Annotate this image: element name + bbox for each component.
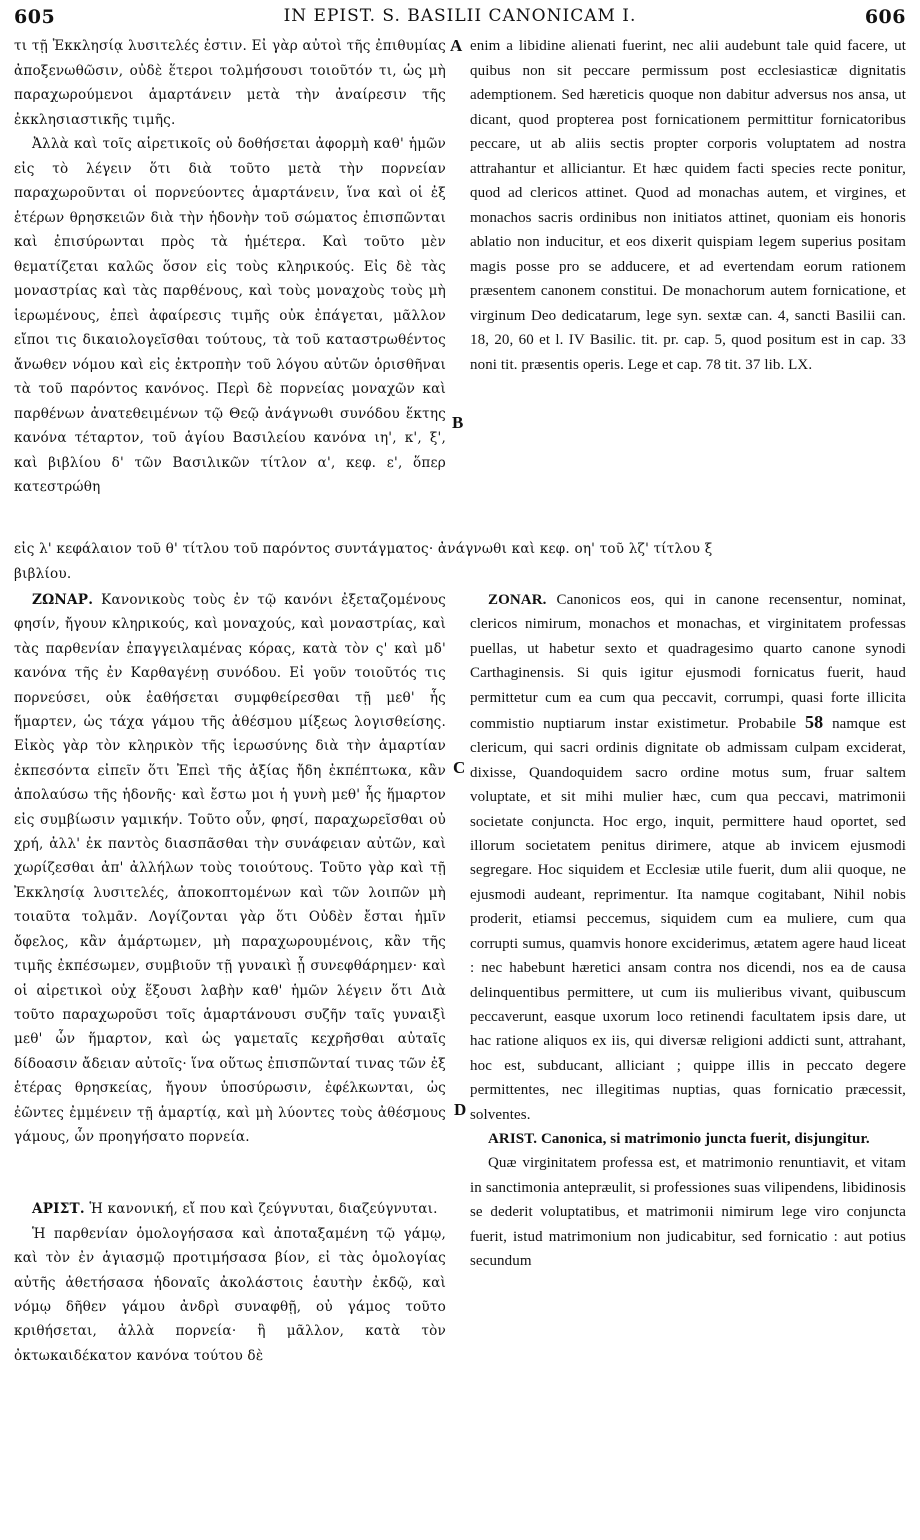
margin-letter-d: D <box>454 1100 467 1119</box>
greek-full-width-line <box>14 537 906 586</box>
latin-column-top <box>470 34 906 377</box>
running-header <box>14 6 906 28</box>
margin-letter-a: A <box>450 36 463 55</box>
page-number-left: 605 <box>14 6 56 28</box>
zonaras-latin-text-a: Canonicos eos, qui in canone recensentur, nominat, clericos nimirum, monachos et monachas, et virginitatem professas puellas, ut habetur sexto et quadragesimo quarto canone synodi Carthaginensis. Si quis igitur ejusmodi fornicatus fuerit, haud permittetur cum ea cum qua peccavit, corrumpi, quasi forte illicita commistio nuptiarum instar existimetur. Probabile <box>470 592 906 733</box>
greek-paragraph: τι τῇ Ἐκκλησίᾳ λυσιτελές ἐστιν. Εἰ γὰρ αὐτοὶ τῆς ἐπιθυμίας ἀποξενωθῶσιν, οὐδὲ ἕτεροι τολμήσουσι τοιοῦτόν τι, ὡς μὴ παραχωρούμενοι ἁμαρτάνειν μετὰ τὴν ἀναίρεσιν τῆς ἐκκλησιαστικῆς τιμῆς. <box>14 38 446 128</box>
aristenus-label: ΑΡΙΣΤ. <box>32 1201 85 1218</box>
zonaras-latin <box>470 588 906 1127</box>
aristenus-latin-heading: Canonica, si matrimonio juncta fuerit, disjungitur. <box>540 1130 870 1147</box>
greek-continuation: εἰς λ' κεφάλαιον τοῦ θ' τίτλου τοῦ παρόντος συντάγματος· ἀνάγνωθι καὶ κεφ. οη' τοῦ λζ' τίτλου ξ <box>14 541 713 557</box>
zonaras-latin-label: ZONAR. <box>488 592 547 608</box>
greek-column-top <box>14 34 446 500</box>
margin-letter-c: C <box>453 758 466 777</box>
zonaras-greek <box>14 588 446 1149</box>
greek-column-bottom <box>14 588 446 1368</box>
latin-column-bottom <box>470 588 906 1273</box>
running-title: IN EPIST. S. BASILII CANONICAM I. <box>283 6 637 26</box>
spacer <box>14 1149 446 1197</box>
latin-paragraph: enim a libidine alienati fuerint, nec alii audebunt tale quid facere, ut quibus non sit peccare permissum post ecclesiasticæ dignitatis ademptionem. Sed hæreticis quoque non dabitur adversus nos ansa, ut dicant, quod propterea post fornicationem permittitur fornicatoribus peccare, ut ab aliis sectis propter corporis voluptatem ad nostra attrahantur et alliciantur. Et hæc quidem facti species recte ponitur, quod ad clericos attinet. Quod ad monachas autem, et virgines, et monachos sacris ordinibus non initiatos attinet, quoniam eis honoris ablatio non inducitur, et eos dixerit quispiam legem superius positam magis posse pro se adducere, et ad evertendam eorum rationem præsentem canonem constitui. De monachorum autem fornicatione, et virginum Deo dedicatarum, lege syn. sextæ can. 4, sancti Basilii can. 18, 20, 60 et l. IV Basilic. tit. pr. cap. 5, quod positum est in cap. 33 noni tit. præsentis operis. Lege et cap. 78 tit. 37 lib. LX. <box>470 38 906 373</box>
greek-continuation-end: βιβλίου. <box>14 565 72 582</box>
zonaras-greek-text: Κανονικοὺς τοὺς ἐν τῷ κανόνι ἐξεταζομένους φησίν, ἤγουν κληρικούς, καὶ μοναχούς, καὶ μοναστρίας, καὶ τὰς παρθενίαν ἐπαγγειλαμένας κόρας, κατὰ τὸν ς' καὶ μδ' κανόνα τῆς ἐν Καρθαγένῃ συνόδου. Εἰ γοῦν τοιοῦτός τις πορνεύσει, οὐκ ἐαθήσεται συμφθείρεσθαι τῇ μεθ' ἧς ἥμαρτεν, ὡς τάχα γάμου τῆς ἀθέσμου μίξεως λογισθείσης. Εἰκὸς γὰρ τὸν κληρικὸν τῆς ἱερωσύνης διὰ τὴν ἁμαρτίαν ἐκπεσόντα εἰπεῖν ὅτι Ἐπεὶ τῆς ἀξίας ἤδη ἐκπέπτωκα, κἂν ἀπολαύσω τῆς ἡδονῆς· καὶ ἔστω μοι ἡ γυνὴ μεθ' ἧς ἥμαρτον εἰς συμβίωσιν γαμικήν. Τοῦτο οὖν, φησί, παραχωρεῖσθαι οὐ χρή, ἀλλ' ἐκ παντὸς διασπᾶσθαι τὴν συνάφειαν αὐτῶν, καὶ χωρίζεσθαι ἀπ' ἀλλήλων τοὺς τοιούτους. Τοῦτο γὰρ καὶ τῇ Ἐκκλησίᾳ λυσιτελές, ἀποκοπτομένων καὶ τῶν λοιπῶν μὴ τοιαῦτα τολμᾶν. Λογίζονται γὰρ ὅτι Οὐδὲν ἔσται ἡμῖν ὄφελος, κἂν ἁμάρτωμεν, μὴ παραχωρουμένοις, κἂν τῆς τιμῆς ἐκπέσωμεν, συμβιοῦν τῇ γυναικὶ ᾗ συνεφθάρημεν· καὶ οἱ αἱρετικοὶ οὐχ ἕξουσι λαβὴν καθ' ἡμῶν λέγειν ὅτι Διὰ τοῦτο παραχωροῦσι τοῖς ἁμαρτάνουσι συζῆν ταῖς γυναιξὶ μεθ' ὧν ἥμαρτον, καὶ ὡς γαμεταῖς κεχρῆσθαι αὐταῖς δίδοασιν ἄδειαν αὐτοῖς· ἵνα οὕτως ἐπισπῶνταί τινας τῶν ἐξ ἑτέρας θρησκείας, ἤγουν ὑποσύρωσιν, ἐφέλκωνται, ὡς ἐῶντες ἐμμένειν τῇ ἁμαρτίᾳ, καὶ μὴ λύοντες τοὺς ἀθέσμους γάμους, ὧν προηγήσατο πορνεία. <box>14 592 446 1145</box>
page-number-right: 606 <box>864 6 906 28</box>
aristenus-latin-label: ARIST. <box>488 1130 538 1147</box>
aristenus-latin-head <box>470 1127 906 1151</box>
zonaras-latin-text-b: namque est clericum, qui sacri ordinis dignitate ob admissam culpam exciderat, dixisse, Quandoquidem sacro ordine motus sum, fruar saltem voluptate, et sit mihi mulier hæc, cum qua peccavi, matrimonii societate conjuncta. Hoc ergo, inquit, permittere haud oportet, sed illorum societatem penitus dirimere, atque ab invicem ejusmodi segregare. Hoc siquidem et Ecclesiæ utile fuerit, dum alii quoque, ne ejusmodi audeant, reprimentur. Ita namque cogitabant, Nihil nobis proderit, etiamsi peccemus, siquidem cum ea muliere, cum qua corrupti sumus, quamvis honore exciderimus, ætatem agere haud liceat : nec habebunt hæretici ansam contra nos dicendi, nos ea de causa delinquentibus permittere, ut cum iis mulieribus vivant, quibuscum peccaverunt, easque uxorum loco retinendi facultatem ipsis dare, ut hac ratione aliquos ex iis, qui diversæ religioni addicti sunt, attrahant, hoc est, subducant, alliciant ; quippe illis in peccato degere permittentes, nec illegitimas nuptias, quas fornicatio præcessit, solventes. <box>470 716 906 1123</box>
column-marker: 58 <box>805 712 824 733</box>
margin-letter-b: B <box>452 413 464 432</box>
aristenus-greek: Ἡ παρθενίαν ὁμολογήσασα καὶ ἀποταξαμένη τῷ γάμῳ, καὶ τὸν ἐν ἁγιασμῷ προτιμήσασα βίον, εἰ τὰς ὁμολογίας αὐτῆς ἀθετήσασα ἡδοναῖς ἀκολάστοις ἑαυτὴν ἐκδῷ, καὶ νόμῳ δῆθεν γάμου ἀνδρὶ συναφθῇ, οὐ γάμος τοῦτο κριθήσεται, ἀλλὰ πορνεία· ἢ μᾶλλον, κατὰ τὸν ὀκτωκαιδέκατον κανόνα τούτου δὲ <box>14 1225 446 1364</box>
zonaras-label: ΖΩΝΑΡ. <box>32 592 94 608</box>
aristenus-greek-head <box>14 1197 446 1221</box>
greek-paragraph: Ἀλλὰ καὶ τοῖς αἱρετικοῖς οὐ δοθήσεται ἀφορμὴ καθ' ἡμῶν εἰς τὸ λέγειν ὅτι διὰ τοῦτο μετὰ τὴν πορνείαν παραχωροῦνται οἱ πορνεύοντες ἁμαρτάνειν, ἵνα καὶ οἱ ἐξ ἑτέρων θρησκειῶν διὰ τὴν ἡδονὴν τοῦ σώματος ἐπισπῶνται καὶ ἐπισύρωνται πρὸς τὰ ἡμέτερα. Καὶ τοῦτο μὲν θεματίζεται καλῶς ὅσον εἰς τοὺς κληρικούς. Εἰς δὲ τὰς μοναστρίας καὶ τὰς παρθένους, καὶ τοὺς μοναχοὺς τοὺς μὴ ἱερωμένους, ἐπεὶ ἀφαίρεσις τιμῆς οὐκ ἐπάγεται, μᾶλλον εἴποι τις δικαιολογεῖσθαι τούτους, τὰ τοῦ καταστρωθέντος ἄνωθεν νόμου καὶ εἰς ἐκτροπὴν τοῦ λόγου αὐτῶν ὁρισθῆναι τὰ τοῦ παρόντος κανόνος. Περὶ δὲ πορνείας μοναχῶν καὶ παρθένων ἀνατεθειμένων τῷ Θεῷ ἀνάγνωθι συνόδου ἕκτης κανόνα τέταρτον, τοῦ ἁγίου Βασιλείου κανόνα ιη', κ', ξ', καὶ βιβλίου δ' τῶν Βασιλικῶν τίτλον α', κεφ. ε', ὅπερ κατεστρώθη <box>14 136 446 495</box>
aristenus-latin: Quæ virginitatem professa est, et matrimonio renuntiavit, et vitam in sanctimonia antepræulit, si professiones suas vilipendens, libidinosis se dederit voluptatibus, et matrimonii nimirum lege viro conjuncta fuerit, istud matrimonium non judicabitur, sed fornicatio : aut potius secundum <box>470 1155 906 1269</box>
aristenus-greek-heading: Ἡ κανονική, εἴ που καὶ ζεύγνυται, διαζεύγνυται. <box>89 1201 438 1218</box>
